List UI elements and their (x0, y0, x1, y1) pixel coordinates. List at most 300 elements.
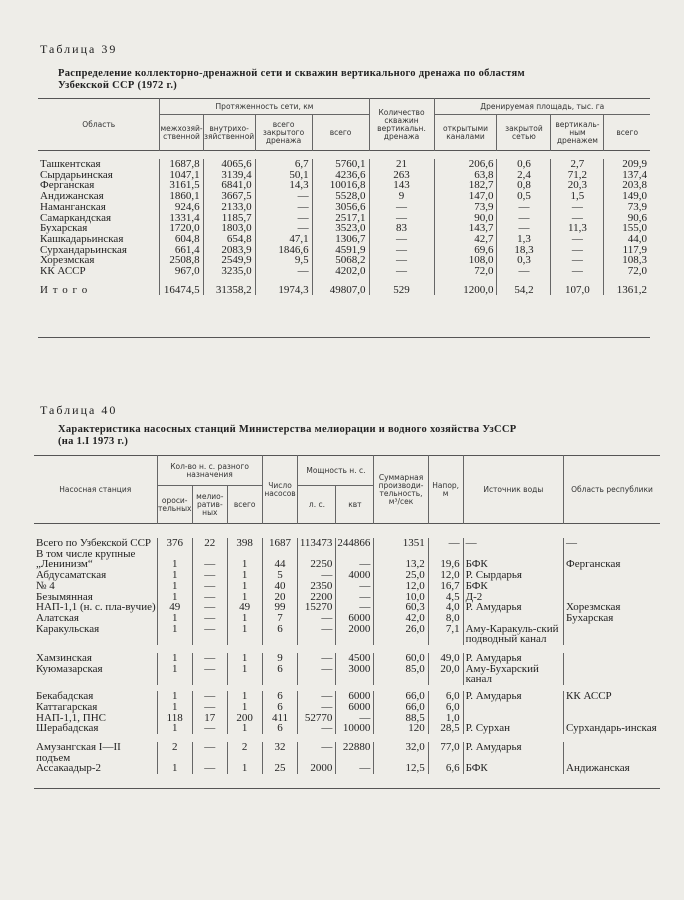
value-cell: 967,0 (160, 266, 203, 277)
header-irrigation: ороси-тельных (157, 486, 192, 524)
value-cell: 28,5 (428, 723, 463, 734)
source-cell: Р. Сырдарья (463, 570, 563, 581)
value-cell: 19,6 (428, 559, 463, 570)
header-network-group: Протяженность сети, км (160, 99, 369, 115)
value-cell: 182,7 (434, 180, 497, 191)
value-cell: 6 (262, 691, 298, 702)
total-row (38, 277, 650, 296)
value-cell: 12,5 (374, 763, 428, 774)
value-cell: 1 (157, 763, 192, 774)
value-cell: 149,0 (604, 191, 650, 202)
value-cell: — (428, 538, 463, 549)
value-cell: 63,8 (434, 170, 497, 181)
value-cell: 1 (157, 613, 192, 624)
region-cell (564, 624, 660, 645)
value-cell: 21 (369, 159, 434, 170)
value-cell: 2 (227, 742, 262, 763)
table-row (34, 702, 660, 713)
value-cell: 924,6 (160, 202, 203, 213)
value-cell: — (336, 592, 374, 603)
station-cell: Безымянная (36, 590, 93, 603)
value-cell: 4236,6 (312, 170, 369, 181)
source-cell (463, 702, 563, 713)
header-hp: л. с. (298, 486, 336, 524)
station-cell: Всего по Узбекской ССР (36, 537, 152, 549)
value-cell: — (298, 570, 336, 581)
source-cell: БФК (463, 559, 563, 570)
value-cell: 1 (227, 691, 262, 702)
value-cell: 1,3 (497, 234, 551, 245)
value-cell: — (298, 742, 336, 763)
value-cell: 5528,0 (312, 191, 369, 202)
value-cell: 244866 (336, 538, 374, 549)
value-cell: — (192, 602, 227, 613)
value-cell: 2000 (298, 763, 336, 774)
value-cell: 20,3 (551, 180, 604, 191)
value-cell: 4065,6 (203, 159, 255, 170)
value-cell: 155,0 (604, 223, 650, 234)
value-cell: 1 (227, 559, 262, 570)
value-cell: 206,6 (434, 159, 497, 170)
value-cell: 49 (157, 602, 192, 613)
value-cell: — (255, 202, 312, 213)
table-row (34, 559, 660, 570)
table-40-number: Таблица 40 (40, 403, 118, 417)
value-cell: 6000 (336, 691, 374, 702)
total-value-cell: 31358,2 (203, 277, 255, 296)
header-capacity: Суммарная производи-тельность, м³/сек (374, 456, 428, 524)
value-cell: 1 (157, 559, 192, 570)
table-40-header (34, 456, 660, 524)
value-cell: 2200 (298, 592, 336, 603)
value-cell: 16,7 (428, 581, 463, 592)
value-cell: 50,1 (255, 170, 312, 181)
value-cell: 113473 (298, 538, 336, 549)
region-cell (564, 702, 660, 713)
value-cell: 1 (157, 691, 192, 702)
value-cell: 1,5 (551, 191, 604, 202)
station-cell: Шерабадская (36, 722, 99, 735)
value-cell: — (369, 255, 434, 266)
value-cell: 52770 (298, 713, 336, 724)
value-cell: — (255, 213, 312, 224)
value-cell: 143,7 (434, 223, 497, 234)
value-cell: 1 (227, 763, 262, 774)
value-cell: 44,0 (604, 234, 650, 245)
value-cell: 2,7 (551, 159, 604, 170)
value-cell: 1 (157, 653, 192, 664)
region-cell: Ферганская (40, 179, 95, 192)
value-cell: 4,5 (428, 592, 463, 603)
value-cell: 1 (227, 624, 262, 645)
region-cell: Наманганская (40, 200, 106, 213)
value-cell: — (551, 213, 604, 224)
value-cell: — (192, 742, 227, 763)
value-cell: 1 (227, 613, 262, 624)
value-cell: 2083,9 (203, 245, 255, 256)
table-row (34, 664, 660, 685)
value-cell: 120 (374, 723, 428, 734)
value-cell: 6000 (336, 702, 374, 713)
value-cell: 1 (157, 570, 192, 581)
value-cell: 1331,4 (160, 213, 203, 224)
value-cell: 60,0 (374, 653, 428, 664)
value-cell: 1047,1 (160, 170, 203, 181)
value-cell: 398 (227, 538, 262, 549)
value-cell: 6 (262, 664, 298, 685)
station-cell: Алатская (36, 611, 79, 624)
value-cell: 42,0 (374, 613, 428, 624)
value-cell: 10016,8 (312, 180, 369, 191)
station-cell: Куюмазарская (36, 662, 103, 675)
station-cell: В том числе крупные (36, 547, 136, 560)
value-cell: 5068,2 (312, 255, 369, 266)
table-row (34, 570, 660, 581)
value-cell: — (551, 202, 604, 213)
value-cell: — (255, 223, 312, 234)
region-cell: КК АССР (40, 265, 86, 278)
value-cell: 1 (227, 702, 262, 713)
region-cell (564, 664, 660, 685)
table-row (38, 202, 650, 213)
value-cell: — (192, 702, 227, 713)
total-value-cell: 49807,0 (312, 277, 369, 296)
header-total: всего (312, 115, 369, 151)
value-cell: — (192, 653, 227, 664)
table-row (34, 763, 660, 774)
value-cell: 49,0 (428, 653, 463, 664)
value-cell: 118 (157, 713, 192, 724)
value-cell: 376 (157, 538, 192, 549)
value-cell: 1 (157, 624, 192, 645)
value-cell: 2250 (298, 559, 336, 570)
value-cell: 1687,8 (160, 159, 203, 170)
value-cell: 0,5 (497, 191, 551, 202)
value-cell: 32,0 (374, 742, 428, 763)
value-cell: 6,6 (428, 763, 463, 774)
value-cell: 0,3 (497, 255, 551, 266)
station-cell: Бекабадская (36, 690, 94, 703)
value-cell: 4500 (336, 653, 374, 664)
value-cell: — (192, 624, 227, 645)
value-cell: 20 (262, 592, 298, 603)
value-cell: 209,9 (604, 159, 650, 170)
value-cell: 1 (227, 581, 262, 592)
value-cell: 17 (192, 713, 227, 724)
value-cell: 25,0 (374, 570, 428, 581)
value-cell: 99 (262, 602, 298, 613)
value-cell: 411 (262, 713, 298, 724)
value-cell: — (369, 266, 434, 277)
value-cell: — (192, 613, 227, 624)
value-cell: 0,8 (497, 180, 551, 191)
value-cell: 73,9 (604, 202, 650, 213)
value-cell: 1 (227, 592, 262, 603)
value-cell: 60,3 (374, 602, 428, 613)
table-39-body (38, 151, 650, 338)
value-cell: — (298, 691, 336, 702)
value-cell: 108,3 (604, 255, 650, 266)
header-count-group: Кол-во н. с. разного назначения (157, 456, 262, 486)
table-40-caption-line-2: (на 1.I 1973 г.) (58, 436, 129, 447)
value-cell: 1306,7 (312, 234, 369, 245)
region-cell: Сырдарьинская (40, 168, 113, 181)
table-39 (38, 98, 650, 338)
value-cell: 4202,0 (312, 266, 369, 277)
value-cell: 10000 (336, 723, 374, 734)
value-cell: — (336, 602, 374, 613)
value-cell: 1 (227, 653, 262, 664)
value-cell: 2350 (298, 581, 336, 592)
table-row (34, 742, 660, 763)
value-cell: 2508,8 (160, 255, 203, 266)
value-cell: 1185,7 (203, 213, 255, 224)
value-cell: 6,0 (428, 702, 463, 713)
value-cell: 15270 (298, 602, 336, 613)
station-cell: Абдусаматская (36, 569, 107, 582)
value-cell: — (298, 613, 336, 624)
value-cell: 9 (369, 191, 434, 202)
value-cell: 42,7 (434, 234, 497, 245)
value-cell: — (298, 624, 336, 645)
table-row (34, 653, 660, 664)
value-cell: — (369, 234, 434, 245)
value-cell: 3000 (336, 664, 374, 685)
table-row (34, 723, 660, 734)
header-region: Область (82, 119, 116, 129)
value-cell: — (336, 559, 374, 570)
value-cell: — (192, 559, 227, 570)
value-cell: 6841,0 (203, 180, 255, 191)
value-cell: 3056,6 (312, 202, 369, 213)
table-row (34, 613, 660, 624)
total-label: И т о г о (40, 283, 89, 296)
value-cell: 1 (227, 570, 262, 581)
value-cell: 4,0 (428, 602, 463, 613)
value-cell: 3667,5 (203, 191, 255, 202)
table-row (34, 581, 660, 592)
value-cell: 90,6 (604, 213, 650, 224)
value-cell: 1 (157, 664, 192, 685)
value-cell: — (192, 691, 227, 702)
value-cell: — (255, 266, 312, 277)
value-cell: — (369, 245, 434, 256)
station-cell: НАП-1,1 (н. с. пла-вучие) (36, 601, 156, 614)
value-cell: 2,4 (497, 170, 551, 181)
table-39-caption (58, 68, 618, 92)
station-cell: Хамзинская (36, 652, 92, 665)
region-cell (564, 581, 660, 592)
value-cell: 200 (227, 713, 262, 724)
value-cell: 1 (227, 723, 262, 734)
value-cell: — (255, 191, 312, 202)
value-cell: 203,8 (604, 180, 650, 191)
region-cell: Хорезмская (564, 602, 660, 613)
station-cell: Ассакаадыр-2 (36, 762, 102, 775)
value-cell: 3139,4 (203, 170, 255, 181)
value-cell: 71,2 (551, 170, 604, 181)
value-cell: 47,1 (255, 234, 312, 245)
region-cell: Кашкадарьинская (40, 232, 124, 245)
total-value-cell: 16474,5 (160, 277, 203, 296)
value-cell: — (192, 592, 227, 603)
total-value-cell: 54,2 (497, 277, 551, 296)
region-cell (564, 742, 660, 763)
value-cell: 6,7 (255, 159, 312, 170)
value-cell: — (551, 245, 604, 256)
table-40-caption (58, 424, 618, 448)
value-cell: 9 (262, 653, 298, 664)
station-cell: Амузангская I—II подъем (36, 740, 121, 764)
header-open-channels: открытыми каналами (434, 115, 497, 151)
header-area-group: Дренируемая площадь, тыс. га (434, 99, 650, 115)
table-40 (34, 455, 660, 789)
value-cell: 66,0 (374, 691, 428, 702)
value-cell: 117,9 (604, 245, 650, 256)
region-cell: Хорезмская (40, 254, 95, 267)
value-cell: — (298, 664, 336, 685)
source-cell: Аму-Бухарский канал (463, 664, 563, 685)
value-cell: 66,0 (374, 702, 428, 713)
region-cell: — (564, 538, 660, 549)
value-cell: 10,0 (374, 592, 428, 603)
value-cell: 9,5 (255, 255, 312, 266)
value-cell: — (298, 723, 336, 734)
value-cell: 137,4 (604, 170, 650, 181)
value-cell: 12,0 (428, 570, 463, 581)
value-cell: 1 (157, 723, 192, 734)
region-cell: Самаркандская (40, 211, 112, 224)
region-cell: Ферганская (564, 559, 660, 570)
station-cell: № 4 (36, 579, 55, 592)
value-cell: 1 (157, 581, 192, 592)
value-cell: — (336, 713, 374, 724)
value-cell: 147,0 (434, 191, 497, 202)
station-cell: Каракульская (36, 622, 100, 635)
value-cell: 22880 (336, 742, 374, 763)
header-region-rep: Область республики (564, 456, 660, 524)
value-cell: — (551, 255, 604, 266)
value-cell: 143 (369, 180, 434, 191)
table-row (38, 266, 650, 277)
value-cell: — (192, 581, 227, 592)
header-source: Источник воды (463, 456, 563, 524)
value-cell: — (298, 702, 336, 713)
value-cell: 69,6 (434, 245, 497, 256)
value-cell: — (497, 223, 551, 234)
value-cell: 1860,1 (160, 191, 203, 202)
value-cell: 18,3 (497, 245, 551, 256)
region-cell: Сурхандарьинская (40, 243, 127, 256)
region-cell (564, 570, 660, 581)
value-cell: 2 (157, 742, 192, 763)
value-cell: 85,0 (374, 664, 428, 685)
value-cell: 14,3 (255, 180, 312, 191)
value-cell: 1846,6 (255, 245, 312, 256)
value-cell: 13,2 (374, 559, 428, 570)
value-cell: 1 (157, 702, 192, 713)
value-cell: 1351 (374, 538, 428, 549)
value-cell: 2549,9 (203, 255, 255, 266)
source-cell: Р. Амударья (463, 653, 563, 664)
value-cell: 73,9 (434, 202, 497, 213)
value-cell: 1 (227, 664, 262, 685)
value-cell: 108,0 (434, 255, 497, 266)
total-value-cell: 529 (369, 277, 434, 296)
value-cell: — (192, 664, 227, 685)
value-cell: 0,6 (497, 159, 551, 170)
value-cell: 11,3 (551, 223, 604, 234)
value-cell: — (369, 202, 434, 213)
value-cell: 3161,5 (160, 180, 203, 191)
value-cell: — (551, 266, 604, 277)
source-cell: БФК (463, 763, 563, 774)
header-vertical-drainage: вертикаль-ным дренажем (551, 115, 604, 151)
header-closed-drainage: всего закрытого дренажа (255, 115, 312, 151)
value-cell: — (192, 763, 227, 774)
source-cell: Р. Амударья (463, 742, 563, 763)
source-cell: БФК (463, 581, 563, 592)
value-cell: — (192, 570, 227, 581)
station-cell: „Ленинизм“ (36, 558, 93, 571)
value-cell: 3235,0 (203, 266, 255, 277)
source-cell: Р. Амударья (463, 602, 563, 613)
source-cell: Аму-Каракуль-ский подводный канал (463, 624, 563, 645)
region-cell: Бухарская (40, 222, 88, 235)
value-cell: 4000 (336, 570, 374, 581)
value-cell: 12,0 (374, 581, 428, 592)
value-cell: 72,0 (604, 266, 650, 277)
value-cell: 25 (262, 763, 298, 774)
value-cell: 26,0 (374, 624, 428, 645)
header-power-group: Мощность н. с. (298, 456, 374, 486)
header-station: Насосная станция (59, 484, 132, 494)
value-cell: 90,0 (434, 213, 497, 224)
value-cell: 1720,0 (160, 223, 203, 234)
value-cell: — (497, 202, 551, 213)
value-cell: 2133,0 (203, 202, 255, 213)
value-cell: 7,1 (428, 624, 463, 645)
total-value-cell: 1200,0 (434, 277, 497, 296)
value-cell: 661,4 (160, 245, 203, 256)
value-cell: 6 (262, 723, 298, 734)
value-cell: 72,0 (434, 266, 497, 277)
station-cell: НАП-1,1, ПНС (36, 711, 106, 724)
region-cell: Бухарская (564, 613, 660, 624)
value-cell: — (336, 763, 374, 774)
station-cell: Каттагарская (36, 700, 98, 713)
header-inter-farm: межхозяй-ственной (160, 115, 203, 151)
value-cell: 604,8 (160, 234, 203, 245)
value-cell: — (497, 266, 551, 277)
value-cell: 6 (262, 702, 298, 713)
value-cell: — (298, 653, 336, 664)
total-value-cell: 1974,3 (255, 277, 312, 296)
value-cell: 3523,0 (312, 223, 369, 234)
value-cell: 40 (262, 581, 298, 592)
total-value-cell: 1361,2 (604, 277, 650, 296)
value-cell: 8,0 (428, 613, 463, 624)
source-cell: Д-2 (463, 592, 563, 603)
value-cell: 77,0 (428, 742, 463, 763)
value-cell: 6 (262, 624, 298, 645)
table-39-header (38, 99, 650, 151)
region-cell: КК АССР (564, 691, 660, 702)
value-cell: 1 (157, 592, 192, 603)
table-40-body (34, 524, 660, 789)
value-cell: 1,0 (428, 713, 463, 724)
value-cell: 32 (262, 742, 298, 763)
